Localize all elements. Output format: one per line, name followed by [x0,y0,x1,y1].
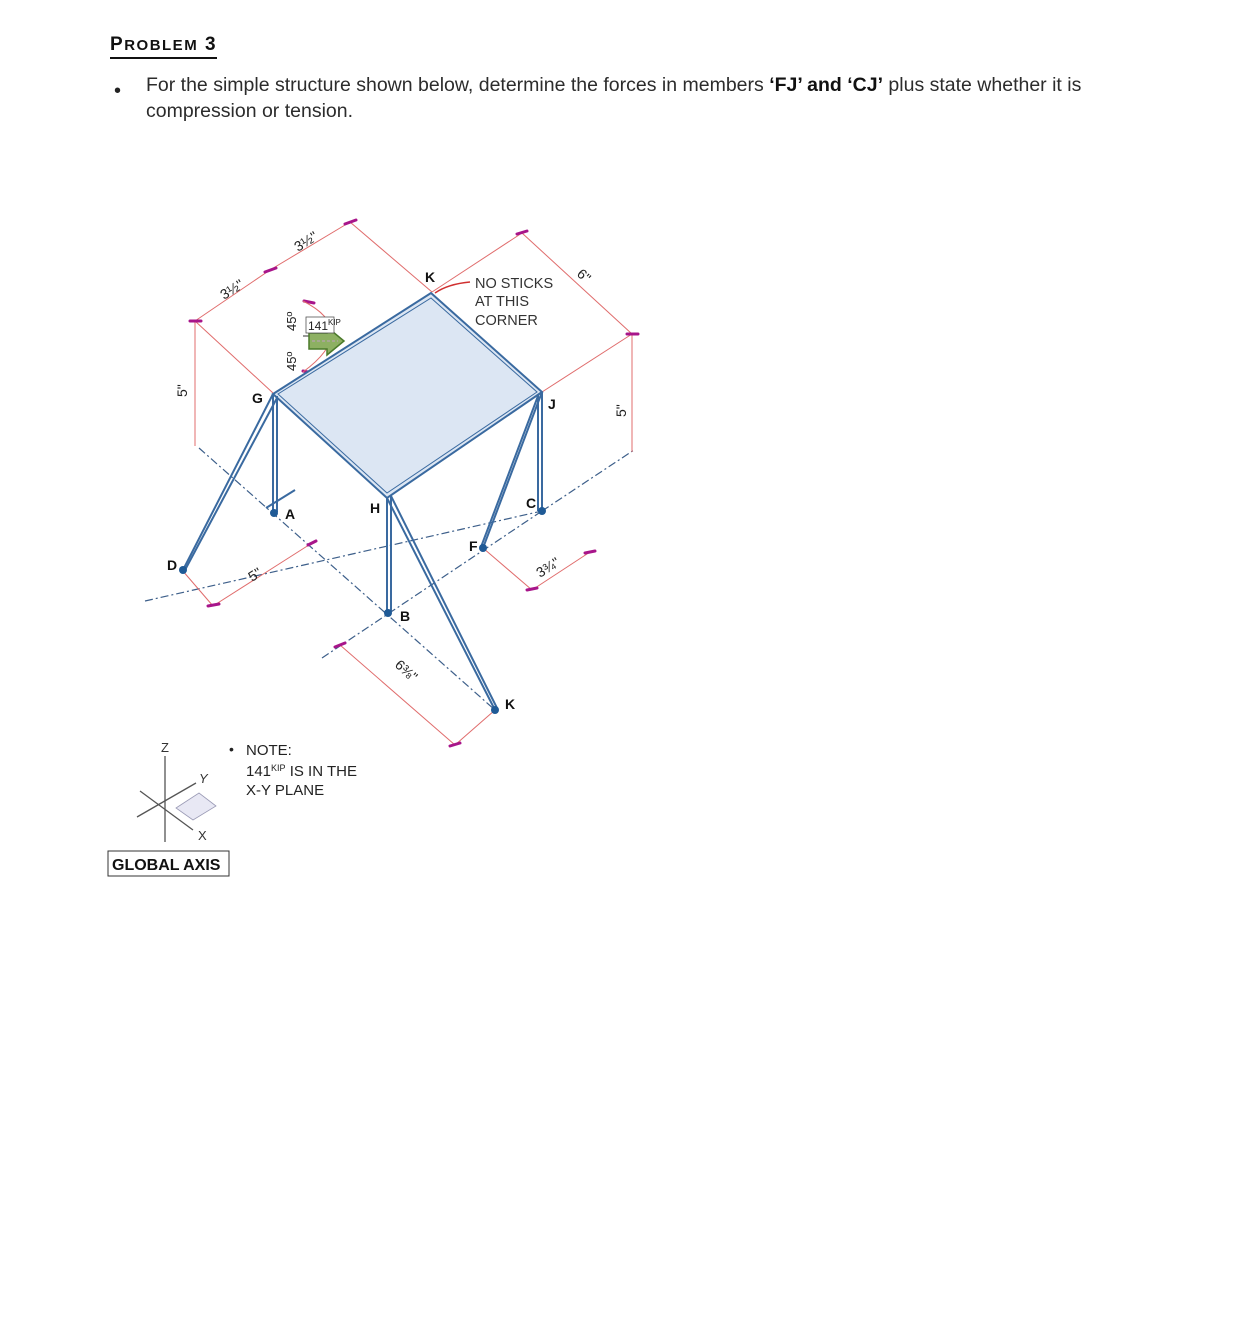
axis-z-label: Z [161,740,169,755]
label-d: D [167,557,178,573]
member-fj: ‘FJ’ [769,74,802,96]
angle-label-2: 45º [284,311,299,331]
dim-bottom-left-ext [182,570,213,606]
problem-bullet: • [114,80,122,102]
label-k-bottom: K [505,696,516,712]
heading-word: ROBLEM [124,37,199,54]
note-line-1-rest: IS IN THE [285,763,357,780]
tick [265,268,276,272]
callout-line-1: NO STICKS [475,276,554,292]
note-block [229,741,357,799]
dim-bottom-right-ext [483,548,532,590]
dim-left-ext [195,321,273,393]
member-gd-inner [185,398,277,570]
tick [208,604,219,606]
axis-plane [176,793,216,820]
dim-label-right-height: 5" [613,404,629,417]
load-unit: KIP [328,318,341,327]
label-h: H [370,500,381,516]
and-word: and [801,74,848,96]
tick [517,231,527,234]
ground-line-back [145,511,542,601]
dim-label-top-right: 6" [573,265,595,286]
support-nodes [179,507,546,714]
callout-line-3: CORNER [475,313,538,329]
tick [335,643,345,647]
dim-label-bottom-right: 3¾" [533,554,563,581]
member-gd [183,394,273,570]
node-a [270,509,278,517]
note-title: NOTE: [246,742,292,759]
tick [585,551,595,553]
ground-line-far [542,450,634,511]
tick [450,743,460,746]
note-load-value: 141 [246,763,272,780]
tick [308,541,316,545]
node-c [538,507,546,515]
axis-y-label: Y [199,771,208,786]
label-j: J [548,396,556,412]
label-f: F [469,538,478,554]
heading-first-letter: P [110,34,125,55]
dim-bottom-mid-ext [455,710,495,745]
global-axis-icon [108,740,229,876]
label-a: A [285,506,296,522]
label-g: G [252,390,263,406]
dim-bottom-left [213,543,312,606]
problem-text-after: plus state whether it is compression or tension. [146,74,1082,122]
note-line-1 [246,763,357,780]
tick [527,588,537,590]
dim-bottom-mid [340,645,455,745]
label-b: B [400,608,411,624]
note-bullet: • [229,741,234,757]
angle-label-1: 45º [284,351,299,371]
load-value: 141 [308,319,329,333]
heading-number: 3 [204,34,218,55]
dim-label-top-mid: 3½" [291,228,321,255]
node-b [384,609,392,617]
node-f [479,544,487,552]
node-labels [167,269,556,712]
label-k-top: K [425,269,436,285]
note-line-2: X-Y PLANE [246,782,325,799]
label-c: C [526,495,537,511]
callout-text [475,276,553,329]
callout-line-2: AT THIS [475,294,529,310]
global-axis-label: GLOBAL AXIS [112,857,221,874]
dim-label-left-height: 5" [174,384,190,397]
dim-j-ext [542,334,632,392]
callout-leader [435,282,470,293]
note-load-unit: KIP [271,763,286,773]
problem-text-before: For the simple structure shown below, determine the forces in members [146,74,770,96]
tick [345,220,356,224]
member-cj: ‘CJ’ [847,74,883,96]
node-k-bottom [491,706,499,714]
dim-k-ext [350,222,432,292]
dim-label-top-left: 3½" [217,276,247,303]
dim-label-bottom-mid: 6⅜" [391,656,421,685]
axis-x-label: X [198,828,207,843]
node-d [179,566,187,574]
dim-label-bottom-left: 5" [245,564,265,585]
